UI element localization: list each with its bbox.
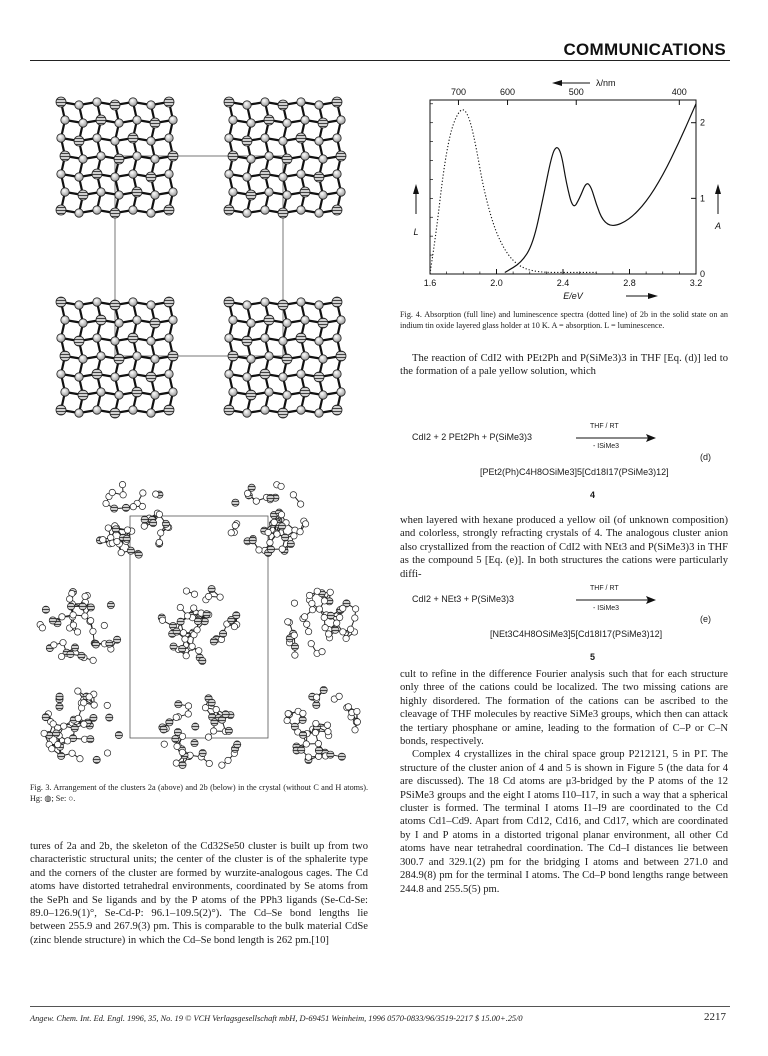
right-column-block-1 (400, 352, 728, 379)
figure4-caption: Fig. 4. Absorption (full line) and luminescence spectra (dotted line) of 2b in the solid state on an indium tin oxide layered glass holder at 10 K. A = absorption. L = luminescence. (400, 310, 728, 330)
y-left-arrowhead (413, 184, 419, 194)
cluster-2a (56, 97, 178, 218)
top-tick-label: 500 (568, 87, 584, 97)
figure4-chart (400, 64, 730, 304)
right-para-2: when layered with hexane produced a yellow oil (of unknown composition) and colorless, strongly refracting crystals of 4. The analogous cluster anion also crystallized from the reaction of CdI2 with NEt3 and P(SiMe3)3 in THF as the compound 5 [Eq. (e)]. In both structures the cations were particularly diffi- (400, 515, 728, 580)
header-rule (30, 60, 730, 61)
right-column-block-3 (400, 668, 728, 896)
x-axis-arrowhead (648, 293, 658, 299)
x-tick-label: 2.4 (556, 278, 570, 288)
top-axis-arrowhead (552, 80, 562, 86)
cluster-2b (285, 588, 359, 658)
eq-d-product: [PEt2(Ph)C4H8OSiMe3]5[Cd18I17(PSiMe3)12] (480, 467, 669, 477)
y-left-label: L (413, 227, 419, 237)
eq-e-arrow (576, 596, 656, 604)
top-tick-label: 600 (500, 87, 516, 97)
figure3-drawing (30, 68, 370, 778)
top-tick-label: 700 (450, 87, 466, 97)
cluster-2a (56, 297, 178, 418)
x-axis-label: E/eV (563, 291, 583, 301)
cluster-2b (228, 482, 309, 557)
eq-e-compound: 5 (590, 652, 596, 662)
eq-e-conditions-top: THF / RT (590, 585, 619, 592)
right-para-3: cult to refine in the difference Fourier analysis such that for each structure only three of the cations could be localized. The two missing cations are highly disordered. The formation of the cations can be ascribed to the cleavage of THF molecules by reactive SiMe3 groups, which then can attack the tertiary phosphane or amine, leading to the formation of C–P or C–N bonds, respectively. (400, 669, 728, 748)
eq-d-arrow (576, 434, 656, 442)
y-right-label: A (714, 221, 722, 231)
right-para-4: Complex 4 crystallizes in the chiral space group P212121, 5 in P1̄. The structure of the cluster anion of 4 and 5 is shown in Figure 5 (the data for 4 are discussed). The 18 Cd atoms are μ3-bridged by the P atoms of the 12 PSiMe3 groups and the eight I atoms I10–I17, in such a way that a spherical cluster is formed. The terminal I atoms I1–I9 are coordinated to the Cd atoms Cd1–Cd9. Apart from Cd12, Cd16, and Cd17, which are coordinated by I and P atoms in a distorted trigonal planar environment, all other Cd atoms have near tetrahedral coordination. The Cd–I distances lie between 300.7 and 329.1(2) pm for the bridging I atoms and between 271.0 and 284.9(8) pm for the terminal I atoms. The Cd–P bond lengths range between 244.8 and 255.5(5) pm. (400, 749, 728, 895)
absorption-series (505, 104, 696, 273)
x-tick-label: 2.0 (490, 278, 503, 288)
left-para-1: tures of 2a and 2b, the skeleton of the Cd32Se50 cluster is built up from two characteristic structural units; the center of the cluster is of the sphalerite type and the corners of the cluster are formed by wurzite-analogous cages. The Cd atoms have distorted tetrahedral environments, coordinated by Se atoms from the SePh and Se ligands and by the P atoms of the PPh3 ligands (Se-Cd-Se: 89.0–126.9(1)°, Se-Cd-P: 96.1–109.5(2)°). The Cd–Se bond lengths lie between 255.9 and 267.9(3) pm. This is comparable to the bulk material CdSe (zinc blende structure) in which the Cd–Se bond length is 262 pm.[10] (30, 841, 368, 946)
cluster-2b (159, 695, 241, 769)
cluster-2a (224, 297, 346, 418)
top-axis-label: λ/nm (596, 78, 616, 88)
eq-d-compound: 4 (590, 490, 596, 500)
cluster-2b (37, 588, 121, 663)
footer-citation: Angew. Chem. Int. Ed. Engl. 1996, 35, No. 19 © VCH Verlagsgesellschaft mbH, D-69451 Weinheim, 1996 0570-0833/96/3519-2217 $ 15.00+.25/0 (30, 1014, 523, 1023)
eq-d-reactants: CdI2 + 2 PEt2Ph + P(SiMe3)3 (412, 432, 533, 442)
figure3-caption: Fig. 3. Arrangement of the clusters 2a (above) and 2b (below) in the crystal (without C and H atoms). Hg: ◍; Se: ○. (30, 783, 368, 803)
eq-d-conditions-bottom: - ISiMe3 (593, 443, 620, 450)
eq-e-product: [NEt3C4H8OSiMe3]5[Cd18I17(PSiMe3)12] (490, 629, 663, 639)
cluster-2b (41, 688, 123, 764)
right-column-block-2 (400, 514, 728, 581)
section-title: COMMUNICATIONS (563, 40, 726, 59)
eq-d-label: (d) (700, 452, 711, 462)
y-tick-label: 2 (700, 117, 706, 128)
cluster-2b (96, 481, 171, 558)
left-column-paragraph (30, 840, 368, 947)
y-tick-label: 0 (700, 269, 706, 279)
cluster-2b (284, 686, 361, 763)
cluster-2b (158, 585, 240, 664)
x-tick-label: 1.6 (423, 278, 437, 288)
x-tick-label: 2.8 (623, 278, 636, 288)
cluster-2a (224, 97, 346, 218)
x-tick-label: 3.2 (689, 278, 703, 288)
footer-rule (30, 1006, 730, 1007)
eq-e-label: (e) (700, 614, 711, 624)
eq-e-reactants: CdI2 + NEt3 + P(SiMe3)3 (412, 594, 515, 604)
eq-d-conditions-top: THF / RT (590, 423, 619, 430)
page-number: 2217 (704, 1011, 726, 1023)
luminescence-series (430, 110, 596, 274)
y-right-arrowhead (715, 184, 721, 194)
right-para-1: The reaction of CdI2 with PEt2Ph and P(SiMe3)3 in THF [Eq. (d)] led to the formation of a pale yellow solution, which (400, 353, 728, 378)
y-tick-label: 1 (700, 193, 706, 204)
eq-e-conditions-bottom: - ISiMe3 (593, 605, 620, 612)
equation-d (400, 412, 728, 512)
top-tick-label: 400 (671, 87, 687, 97)
equation-e (400, 574, 728, 674)
